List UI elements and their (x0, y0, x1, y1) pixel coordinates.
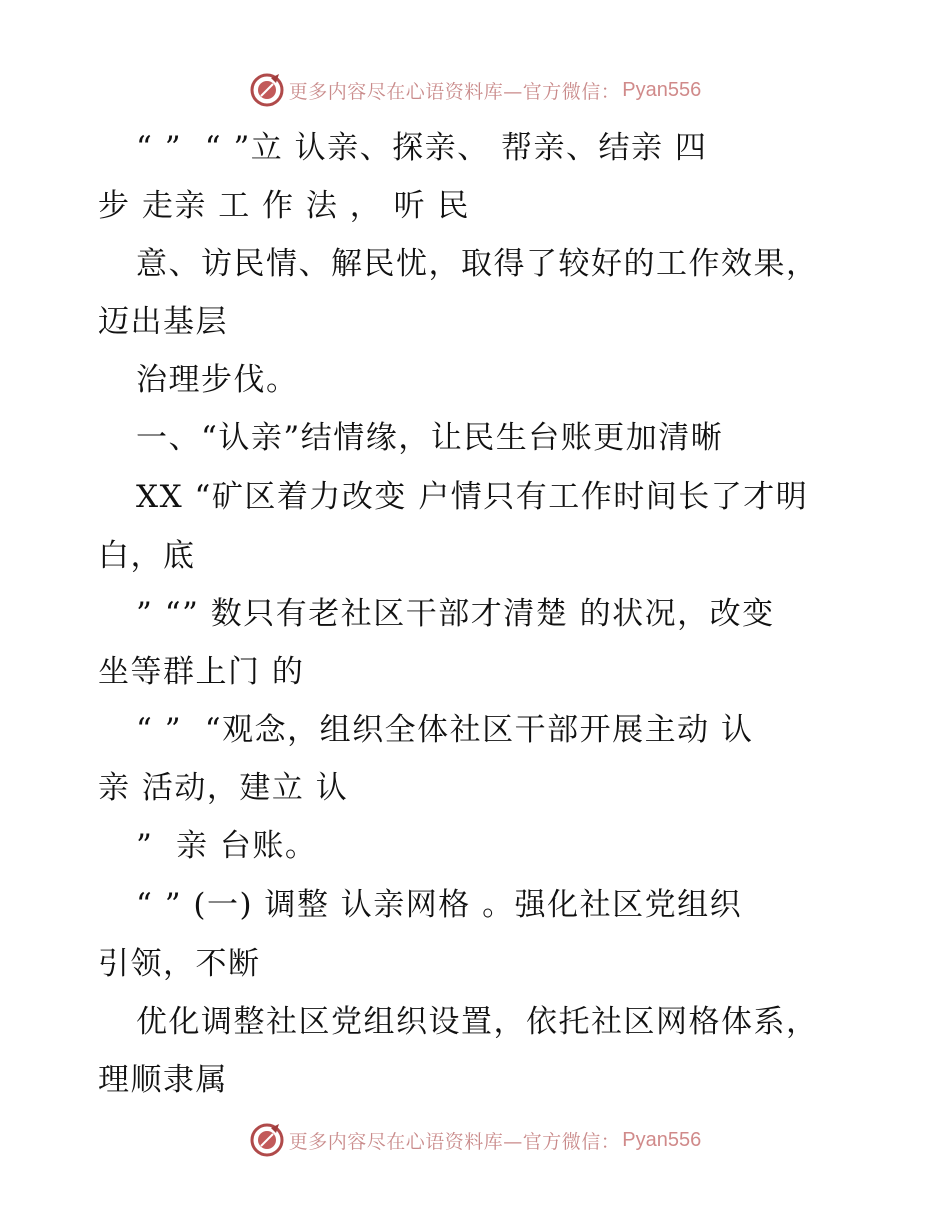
text-line: 引领，不断 (98, 946, 261, 982)
watermark-text: 更多内容尽在心语资料库—官方微信： (288, 1130, 621, 1153)
text-line: 意、访民情、解民忧，取得了较好的工作效果， (136, 246, 819, 282)
pen-logo-icon (249, 1122, 285, 1158)
text-line: “ ” “观念，组织全体社区干部开展主动 认 (136, 712, 754, 748)
text-line: ” “” 数只有老社区干部才清楚 的状况，改变 (136, 596, 775, 632)
text-line: 步 走亲 工 作 法 ， 听 民 (98, 188, 470, 224)
text-line: 治理步伐。 (136, 362, 299, 398)
watermark-text: 更多内容尽在心语资料库—官方微信： (288, 80, 621, 103)
text-line: 白，底 (98, 538, 196, 574)
text-line: “ ” (一) 调整 认亲网格 。强化社区党组织 (136, 887, 743, 923)
text-line: 亲 活动，建立 认 (98, 770, 349, 806)
text-line: “ ” “ ”立 认亲、探亲、 帮亲、结亲 四 (136, 130, 708, 166)
text-line: 理顺隶属 (98, 1062, 228, 1098)
text-line: 一、“认亲”结情缘，让民生台账更加清晰 (136, 420, 724, 456)
watermark-wechat-id: Pyan556 (622, 1128, 702, 1151)
text-line: ” 亲 台账。 (136, 828, 318, 864)
text-line: 优化调整社区党组织设置，依托社区网格体系， (136, 1004, 819, 1040)
text-line: 坐等群上门 的 (98, 654, 305, 690)
text-line: 迈出基层 (98, 304, 228, 340)
text-line: XX “矿区着力改变 户情只有工作时间长了才明 (136, 479, 809, 515)
footer-watermark (0, 1118, 950, 1162)
watermark-wechat-id: Pyan556 (622, 78, 702, 101)
